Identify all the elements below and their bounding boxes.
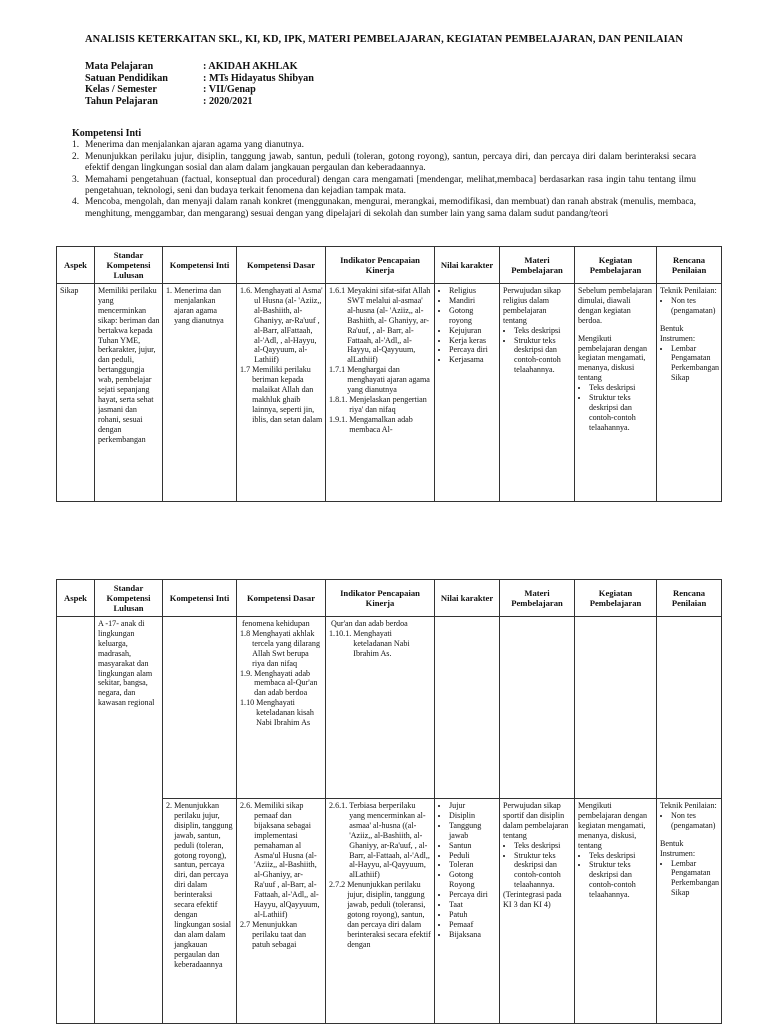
entry-number: 1.9. bbox=[240, 668, 253, 678]
entry-number: 2. bbox=[166, 801, 173, 810]
kd-entry bbox=[240, 669, 323, 699]
list-item: • Percaya diri bbox=[449, 345, 497, 355]
cell-penilaian bbox=[657, 617, 722, 799]
header-kd: Kompetensi Dasar bbox=[237, 247, 326, 284]
header-materi: Materi Pembelajaran bbox=[500, 247, 575, 284]
list-item: • Lembar Pengamatan Perkembangan Sikap bbox=[671, 344, 719, 384]
table-row bbox=[57, 284, 722, 502]
cell-kd bbox=[237, 284, 326, 502]
kd-entry bbox=[240, 286, 323, 365]
materi-intro: Perwujudan sikap religius dalam pembelajaran tentang bbox=[503, 286, 561, 325]
list-item: • Patuh bbox=[449, 910, 497, 920]
header-aspek: Aspek bbox=[57, 580, 95, 617]
kd-entry bbox=[240, 698, 323, 728]
header-kd: Kompetensi Dasar bbox=[237, 580, 326, 617]
cell-ki bbox=[163, 617, 237, 799]
entry-number: 2.6.1. bbox=[329, 801, 348, 810]
table-header-row bbox=[57, 247, 722, 284]
list-item: • Kejujuran bbox=[449, 326, 497, 336]
skl-text: Memiliki perilaku yang mencerminkan sikap: beriman dan bertakwa kepada Tuhan YME, berkarakter, jujur, dan peduli, bertanggungja wab, pembelajar sejati sepanjang hayat, serta sehat jasmani dan rohani, sesuai dengan perkembangan bbox=[98, 286, 160, 444]
cell-kegiatan bbox=[575, 799, 657, 1024]
entry-text: Menunjukkan perilaku jujur, disiplin, tanggung jawab, peduli (toleransi, gotong royong), santun, dan percaya diri dalam berinteraksi secara efektif dengan bbox=[347, 880, 431, 949]
header-ki: Kompetensi Inti bbox=[163, 247, 237, 284]
document-meta bbox=[85, 61, 314, 107]
ki-number: 2. bbox=[72, 151, 80, 162]
list-item: • Kerja keras bbox=[449, 336, 497, 346]
ki-text: Menunjukkan perilaku jujur, disiplin, tanggung jawab, santun, peduli (toleran, gotong royong), santun, percaya diri, dan percaya diri dalam berinteraksi secara efektif dengan lingkungan sosial dan alam dalam jangkauan pergaulan dan keberadaannya. bbox=[85, 151, 696, 174]
analysis-table-1 bbox=[56, 246, 722, 502]
cell-nilai bbox=[435, 799, 500, 1024]
cell-skl bbox=[95, 617, 163, 1024]
cell-ipk bbox=[326, 617, 435, 799]
meta-value: : AKIDAH AKHLAK bbox=[203, 61, 298, 72]
entry-text: Menghayati keteladanan Nabi Ibrahim As. bbox=[353, 628, 410, 658]
header-aspek: Aspek bbox=[57, 247, 95, 284]
ki-text: Mencoba, mengolah, dan menyaji dalam ranah konkret (menggunakan, mengurai, merangkai, memodifikasi, dan membuat) dan ranah abstrak (menulis, membaca, menghitung, menggambar, dan mengarang) sesuai dengan yang dipelajari di sekolah dan sumber lain yang sama dalam sudut pandang/teori bbox=[85, 197, 696, 219]
penilaian-bentuk-label: Bentuk Instrumen: bbox=[660, 838, 696, 858]
table-row bbox=[57, 617, 722, 799]
ki-number: 3. bbox=[72, 174, 80, 185]
cell-nilai bbox=[435, 284, 500, 502]
entry-text: Mengamalkan adab membaca Al- bbox=[349, 414, 413, 434]
entry-number: 1. bbox=[166, 286, 173, 295]
list-item: • Santun bbox=[449, 841, 497, 851]
meta-kelas-semester bbox=[85, 84, 314, 96]
kompetensi-inti-heading: Kompetensi Inti bbox=[72, 128, 142, 139]
ipk-entry bbox=[329, 415, 432, 435]
meta-value: : VII/Genap bbox=[203, 84, 256, 96]
header-nilai: Nilai karakter bbox=[435, 580, 500, 617]
kegiatan-intro: Sebelum pembelajaran dimulai, diawali dengan kegiatan berdoa. bbox=[578, 286, 652, 325]
entry-number: 1.10 bbox=[240, 698, 255, 708]
entry-text: Menghayati akhlak tercela yang dilarang Allah Swt berupa riya dan nifaq bbox=[252, 628, 320, 668]
meta-label: Satuan Pendidikan bbox=[85, 72, 168, 84]
entry-number: 1.7 bbox=[240, 365, 251, 375]
list-item: • Kerjasama bbox=[449, 355, 497, 365]
kd-entry bbox=[240, 920, 323, 950]
cell-ipk bbox=[326, 284, 435, 502]
ipk-entry bbox=[329, 801, 432, 880]
list-item: • Struktur teks deskripsi dan contoh-contoh telaahannya. bbox=[514, 851, 572, 891]
kd-entry bbox=[240, 365, 323, 424]
list-item: • Tanggung jawab bbox=[449, 821, 497, 841]
list-item: • Struktur teks deskripsi dan contoh-contoh telaahannya. bbox=[589, 860, 654, 900]
header-kegiatan: Kegiatan Pembelajaran bbox=[575, 247, 657, 284]
list-item: • Peduli bbox=[449, 851, 497, 861]
header-penilaian: Rencana Penilaian bbox=[657, 247, 722, 284]
entry-number: 1.9.1. bbox=[329, 414, 348, 424]
analysis-table-2 bbox=[56, 579, 722, 1024]
entry-text: Terbiasa berperilaku yang mencerminkan al-asmaa' al-husna ((al- 'Aziiz,, al-Bashiith, al-Ghaniyy, ar-Ra'uuf, , al- Barr, al-Fattaah, al-'Adl,, al-Hayyu, al-Qayyuum, alLathiif) bbox=[349, 801, 430, 880]
cell-materi bbox=[500, 284, 575, 502]
list-item: • Toleran bbox=[449, 860, 497, 870]
entry-text: Menghargai dan menghayati ajaran agama yang dianutnya bbox=[347, 365, 430, 395]
entry-text: Menerima dan menjalankan ajaran agama yang dianutnya bbox=[174, 286, 224, 325]
meta-label: Kelas / Semester bbox=[85, 84, 157, 96]
list-item: • Teks deskripsi bbox=[514, 841, 572, 851]
penilaian-bentuk-list bbox=[660, 859, 719, 899]
ki-item bbox=[72, 140, 696, 151]
entry-number: 1.7.1 bbox=[329, 365, 346, 375]
cell-materi bbox=[500, 617, 575, 799]
cell-ki bbox=[163, 284, 237, 502]
ipk-entry bbox=[329, 880, 432, 949]
header-nilai: Nilai karakter bbox=[435, 247, 500, 284]
header-skl: Standar Kompetensi Lulusan bbox=[95, 580, 163, 617]
meta-tahun-pelajaran bbox=[85, 96, 314, 108]
ki-item bbox=[72, 197, 696, 220]
header-ipk: Indikator Pencapaian Kinerja bbox=[326, 580, 435, 617]
entry-text: Menghayati keteladanan kisah Nabi Ibrahim As bbox=[256, 698, 314, 728]
penilaian-teknik-list bbox=[660, 811, 719, 831]
header-ipk: Indikator Pencapaian Kinerja bbox=[326, 247, 435, 284]
entry-number: 1.6.1 bbox=[329, 286, 346, 295]
meta-label: Tahun Pelajaran bbox=[85, 95, 158, 107]
cell-kd bbox=[237, 617, 326, 799]
list-item: • Teks deskripsi bbox=[514, 326, 572, 336]
ipk-entry bbox=[329, 619, 432, 629]
entry-number: 1.8.1. bbox=[329, 394, 348, 404]
list-item: • Teks deskripsi bbox=[589, 383, 654, 393]
ki-text: Memahami pengetahuan (factual, konseptual dan procedural) dengan cara mengamati [mendengar, melihat,membaca] berdasarkan rasa ingin tahu tentang ilmu pengetahuan, teknologi, seni dan budaya terkait fenomena dan kejadian tampak mata. bbox=[85, 174, 696, 197]
entry-text: fenomena kehidupan bbox=[242, 619, 310, 628]
ki-entry bbox=[166, 801, 234, 969]
entry-text: Memiliki perilaku beriman kepada malaikat Allah dan makhluk ghaib lainnya, seperti jin, iblis, dan setan dalam bbox=[252, 365, 323, 424]
entry-number: 2.7.2 bbox=[329, 880, 346, 890]
cell-kegiatan bbox=[575, 284, 657, 502]
meta-label: Mata Pelajaran bbox=[85, 61, 154, 72]
list-item: • Struktur teks deskripsi dan contoh-contoh telaahannya. bbox=[589, 393, 654, 433]
cell-materi bbox=[500, 799, 575, 1024]
entry-number: 1.10.1. bbox=[329, 628, 352, 638]
list-item: • Jujur bbox=[449, 801, 497, 811]
penilaian-bentuk-list bbox=[660, 344, 719, 384]
ki-entry bbox=[166, 286, 234, 326]
meta-value: : MTs Hidayatus Shibyan bbox=[203, 72, 314, 84]
ki-item bbox=[72, 175, 696, 198]
materi-intro: Perwujudan sikap sportif dan disiplin dalam pembelajaran tentang bbox=[503, 801, 569, 840]
list-item: • Gotong Royong bbox=[449, 870, 497, 890]
materi-list bbox=[503, 326, 572, 376]
header-skl: Standar Kompetensi Lulusan bbox=[95, 247, 163, 284]
list-item: • Percaya diri bbox=[449, 890, 497, 900]
entry-number: 2.7 bbox=[240, 919, 251, 929]
ki-number: 1. bbox=[72, 140, 80, 151]
header-kegiatan: Kegiatan Pembelajaran bbox=[575, 580, 657, 617]
penilaian-teknik-list bbox=[660, 296, 719, 316]
meta-satuan-pendidikan bbox=[85, 73, 314, 85]
entry-text: Qur'an dan adab berdoa bbox=[331, 619, 408, 628]
kegiatan-description: Mengikuti pembelajaran dengan kegiatan mengamati, menanya, diskusi, tentang bbox=[578, 801, 647, 850]
cell-skl bbox=[95, 284, 163, 502]
list-item: • Taat bbox=[449, 900, 497, 910]
cell-penilaian bbox=[657, 284, 722, 502]
header-ki: Kompetensi Inti bbox=[163, 580, 237, 617]
entry-number: 1.6. bbox=[240, 286, 253, 295]
penilaian-teknik-label: Teknik Penilaian: bbox=[660, 801, 717, 810]
cell-aspek bbox=[57, 284, 95, 502]
header-penilaian: Rencana Penilaian bbox=[657, 580, 722, 617]
list-item: • Religius bbox=[449, 286, 497, 296]
kompetensi-inti-section bbox=[72, 128, 696, 220]
entry-text: Menjelaskan pengertian riya' dan nifaq bbox=[349, 394, 427, 414]
ki-text: Menerima dan menjalankan ajaran agama yang dianutnya. bbox=[85, 140, 304, 151]
penilaian-bentuk-label: Bentuk Instrumen: bbox=[660, 323, 696, 343]
ipk-entry bbox=[329, 365, 432, 395]
kegiatan-description: Mengikuti pembelajaran dengan kegiatan mengamati, menanya, diskusi tentang bbox=[578, 333, 647, 383]
meta-mata-pelajaran bbox=[85, 61, 314, 73]
kd-entry bbox=[240, 629, 323, 669]
list-item: • Bijaksana bbox=[449, 930, 497, 940]
list-item: • Pemaaf bbox=[449, 920, 497, 930]
list-item: • Teks deskripsi bbox=[589, 851, 654, 861]
penilaian-teknik-label: Teknik Penilaian: bbox=[660, 286, 717, 295]
document-title: ANALISIS KETERKAITAN SKL, KI, KD, IPK, MATERI PEMBELAJARAN, KEGIATAN PEMBELAJARAN, DAN PENILAIAN bbox=[85, 34, 683, 45]
cell-ipk bbox=[326, 799, 435, 1024]
entry-number: 1.8 bbox=[240, 628, 251, 638]
nilai-list bbox=[438, 286, 497, 365]
kegiatan-list bbox=[578, 851, 654, 901]
table-header-row bbox=[57, 580, 722, 617]
cell-penilaian bbox=[657, 799, 722, 1024]
list-item: • Mandiri bbox=[449, 296, 497, 306]
kegiatan-list bbox=[578, 383, 654, 433]
list-item: • Non tes (pengamatan) bbox=[671, 296, 719, 316]
ipk-entry bbox=[329, 395, 432, 415]
kd-entry bbox=[240, 619, 323, 629]
entry-text: Menghayati al Asma' ul Husna (al- 'Aziiz,, al-Bashiith, al-Ghaniyy, ar-Ra'uuf , al-Barr, alFattaah, al-'Adl, , al-Hayyu, al-Qayyuum, al-Lathiif) bbox=[254, 286, 323, 365]
meta-value: : 2020/2021 bbox=[203, 95, 253, 107]
list-item: • Non tes (pengamatan) bbox=[671, 811, 719, 831]
ki-number: 4. bbox=[72, 197, 80, 208]
header-materi: Materi Pembelajaran bbox=[500, 580, 575, 617]
ipk-entry bbox=[329, 286, 432, 365]
kd-entry bbox=[240, 801, 323, 920]
nilai-list bbox=[438, 801, 497, 940]
materi-note: (Terintegrasi pada KI 3 dan KI 4) bbox=[503, 890, 562, 910]
list-item: • Gotong royong bbox=[449, 306, 497, 326]
entry-text: Memiliki sikap pemaaf dan bijaksana sebagai implementasi pemahaman al Asma'ul Husna (al- 'Aziiz,, al-Bashiith, al-Ghaniyy, ar-Ra'uuf , al-Barr, al-Fattaah, al-'Adl,, al-Hayyu, alQayyuum, al-Lathiif) bbox=[254, 801, 320, 919]
materi-list bbox=[503, 841, 572, 891]
ipk-entry bbox=[329, 629, 432, 659]
cell-kegiatan bbox=[575, 617, 657, 799]
list-item: • Disiplin bbox=[449, 811, 497, 821]
list-item: • Lembar Pengamatan Perkembangan Sikap bbox=[671, 859, 719, 899]
ki-item bbox=[72, 152, 696, 175]
entry-text: Menunjukkan perilaku taat dan patuh sebagai bbox=[252, 919, 307, 949]
entry-text: Menunjukkan perilaku jujur, disiplin, tanggung jawab, santun, peduli (toleran, gotong royong), santun, percaya diri, dan percaya diri dalam berinteraksi secara efektif dengan lingkungan sosial dan alam dalam jangkauan pergaulan dan keberadaannya bbox=[174, 801, 233, 969]
list-item: • Struktur teks deskripsi dan contoh-contoh telaahannya. bbox=[514, 336, 572, 376]
entry-text: Menghayati adab membaca al-Qur'an dan adab berdoa bbox=[254, 668, 318, 698]
cell-nilai bbox=[435, 617, 500, 799]
skl-text: A -17- anak di lingkungan keluarga, madrasah, masyarakat dan lingkungan alam sekitar, bangsa, negara, dan kawasan regional bbox=[98, 619, 155, 708]
entry-number: 2.6. bbox=[240, 801, 253, 810]
aspek-text: Sikap bbox=[60, 286, 79, 295]
cell-ki bbox=[163, 799, 237, 1024]
cell-aspek bbox=[57, 617, 95, 1024]
entry-text: Meyakini sifat-sifat Allah SWT melalui al-asmaa' al-husna (al- 'Aziiz,, al-Bashiith, al- Ghaniyy, ar-Ra'uuf, , al- Barr, al-Fattaah, al-'Adl,, al-Hayyu, al-Qayyuum, alLathiif) bbox=[347, 286, 431, 365]
cell-kd bbox=[237, 799, 326, 1024]
